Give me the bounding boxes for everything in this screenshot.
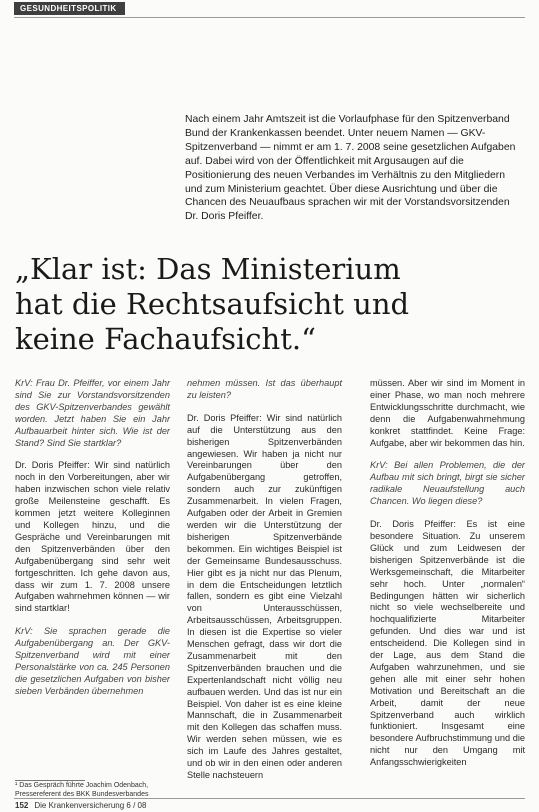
footnote-divider [15,780,85,781]
interview-answer: Dr. Doris Pfeiffer: Es ist eine besondere Situation. Zu unserem Glück und zum Leidwesen der bisherigen Spitzenverbände ist die Werksgemeinschaft, die Mitarbeiter sehr hoch. Unter „normalen“ Bedingungen hätten wir sicherlich nicht so viele wechselbereite und hochqualifizierte Mitarbeiter gefunden. Und dies war und ist entscheidend. Die Kollegen sind in der Lage, aus dem Stand die Aufgaben wahrzunehmen, und sie gehen alle mit einer sehr hohen Motivation und Bereitschaft an die Arbeit, damit der neue Spitzenverband auch wirklich funktioniert. Insgesamt eine besondere Aufbruchstimmung und die nicht nur den Umgang mit Anfangsschwierigkeiten [370,519,525,768]
headline-line-3: keine Fachaufsicht.“ [15,322,316,356]
interview-answer: Dr. Doris Pfeiffer: Wir sind natürlich noch in den Vorbereitungen, aber wir haben inzwischen schon viele relativ große Meilensteine geschafft. Es kommen jetzt weitere Kolleginnen und Kollegen hinzu, und die Gespräche und Vereinbarungen mit den Spitzenverbänden über den Aufgabenübergang sind sehr weit fortgeschritten. Ich gehe davon aus, dass wir zum 1. 7. 2008 unsere Aufgaben wahrnehmen können — wir sind startklar! [15,460,170,614]
interview-answer: müssen. Aber wir sind im Moment in einer Phase, wo man noch mehrere Entwicklungsschritte durchmacht, wie denn die Aufgabenwahrnehmung konkret stattfindet. Keine Frage: Aufgabe, aber wir bekommen das hin. [370,378,525,448]
page-footer [15,801,146,810]
interview-question: nehmen müssen. Ist das überhaupt zu leisten? [187,378,342,400]
section-label: GESUNDHEITSPOLITIK [14,2,125,15]
publication-name: Die Krankenversicherung 6 / 08 [34,801,147,810]
text-column-2 [187,378,342,793]
text-column-1 [15,378,170,709]
intro-text [185,113,525,224]
footnote: ¹ Das Gespräch führte Joachim Odenbach, Pressereferent des BKK Bundesverbandes [15,782,149,798]
headline-line-2: hat die Rechtsaufsicht und [15,287,410,321]
intro-paragraph: Nach einem Jahr Amtszeit ist die Vorlaufphase für den Spitzenverband Bund der Krankenkassen beendet. Unter neuem Namen — GKV-Spitzenverband — nimmt er am 1. 7. 2008 seine gesetzlichen Aufgaben auf. Dabei wird von der Öffentlichkeit mit Argusaugen auf die Positionierung des neuen Verbandes im Verhältnis zu den Mitgliedern und zum Ministerium geachtet. Über diese Ausrichtung und über die Chancen des Neuaufbaus sprachen wir mit der Vorstandsvorsitzenden Dr. Doris Pfeiffer. [185,114,516,223]
headline [15,252,525,357]
section-divider [14,17,525,18]
text-column-3 [370,378,525,780]
footer-divider [14,798,525,799]
interview-question: KrV: Sie sprachen gerade die Aufgabenübergang an. Der GKV-Spitzenverband wird mit einer Personalstärke von ca. 245 Personen die gesetzlichen Aufgaben von bisher sieben Verbänden übernehmen [15,626,170,696]
page-number: 152 [15,801,29,810]
interview-question: KrV: Frau Dr. Pfeiffer, vor einem Jahr sind Sie zur Vorstandsvorsitzenden des GKV-Spitzenverbandes gewählt worden. Jetzt haben Sie ein Jahr Aufbauarbeit hinter sich. Wie ist der Stand? Sind Sie startklar? [15,378,170,448]
interview-question: KrV: Bei allen Problemen, die der Aufbau mit sich bringt, birgt sie sicher radikale Neuaufstellung auch Chancen. Wo liegen diese? [370,460,525,507]
interview-answer: Dr. Doris Pfeiffer: Wir sind natürlich auf die Unterstützung aus den bisherigen Spitzenverbänden angewiesen. Wir haben ja nicht nur Vereinbarungen über den Aufgabenübergang getroffen, sondern auch zur zukünftigen Zusammenarbeit. In vielen Fragen, Aufgaben oder der Arbeit in Gremien werden wir die Unterstützung der bisherigen Spitzenverbände bekommen. Ein wichtiges Beispiel ist der Gemeinsame Bundesausschuss. Hier gibt es ja nicht nur das Plenum, in dem die Entscheidungen letztlich fallen, sondern es gibt eine Vielzahl von Unterausschüssen, Arbeitsausschüssen, Arbeitsgruppen. In diesen ist die Expertise so vieler Menschen gefragt, dass wir dort die Zusammenarbeit mit den Spitzenverbänden brauchen und die Expertenlandschaft nicht völlig neu aufbauen werden. Und das ist nur ein Beispiel. Von daher ist es eine kleine Mannschaft, die in Zusammenarbeit mit den Kollegen das schaffen muss. Wir werden sehen müssen, wie es sich im Laufe des Jahres gestaltet, und ob wir in den einen oder anderen Stelle nachsteuern [187,412,342,780]
headline-line-1: „Klar ist: Das Ministerium [15,252,401,286]
